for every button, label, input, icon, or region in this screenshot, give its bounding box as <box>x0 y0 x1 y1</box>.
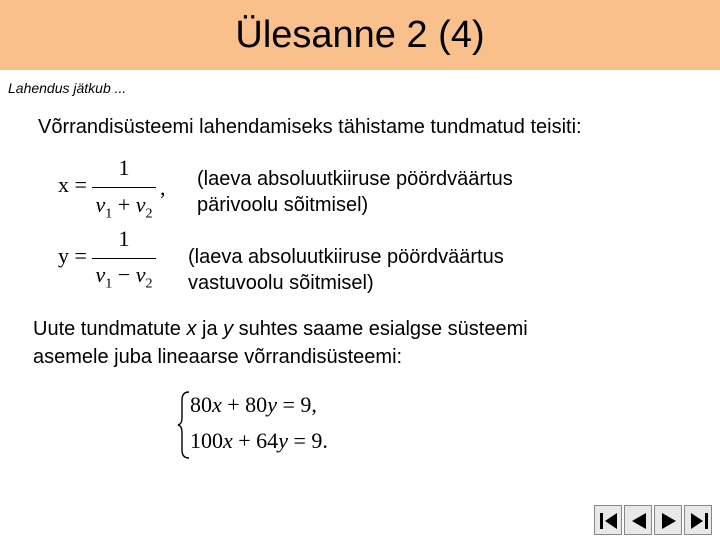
eq1-fraction-line <box>92 187 156 188</box>
previous-slide-button[interactable] <box>624 505 652 535</box>
next-slide-button[interactable] <box>654 505 682 535</box>
outro-line1: Uute tundmatute x ja y suhtes saame esialgse süsteemi <box>33 318 528 340</box>
first-slide-icon <box>595 506 623 536</box>
system-row1: 80x + 80y = 9, <box>190 392 317 417</box>
eq1-lhs: x = <box>58 172 87 197</box>
eq2-fraction-line <box>92 258 156 259</box>
eq1-comma: , <box>160 175 166 200</box>
last-slide-icon <box>685 506 713 536</box>
eq2-denominator: $v_1 - v_2$ <box>95 262 153 292</box>
slide-navigation <box>594 505 712 535</box>
eq2-lhs: y = <box>58 243 87 268</box>
eq2-numerator: 1 <box>118 226 130 251</box>
intro-text: Võrrandisüsteemi lahendamiseks tähistame tundmatud teisiti: <box>38 116 582 138</box>
eq1-note: (laeva absoluutkiiruse pöördväärtus pärivoolu sõitmisel) <box>197 168 513 216</box>
eq1-denominator: $v_1 + v_2$ <box>95 192 153 222</box>
system-row2: 100x + 64y = 9. <box>190 428 328 453</box>
eq1-numerator: 1 <box>118 155 130 180</box>
page-title: Ülesanne 2 (4) <box>235 14 485 56</box>
outro-line2: asemele juba lineaarse võrrandisüsteemi: <box>33 346 403 368</box>
previous-slide-icon <box>625 506 653 536</box>
next-slide-icon <box>655 506 683 536</box>
title-bar <box>0 0 720 70</box>
subtitle: Lahendus jätkub ... <box>8 80 127 96</box>
eq2-note: (laeva absoluutkiiruse pöördväärtus vastuvoolu sõitmisel) <box>188 246 504 294</box>
first-slide-button[interactable] <box>594 505 622 535</box>
last-slide-button[interactable] <box>684 505 712 535</box>
